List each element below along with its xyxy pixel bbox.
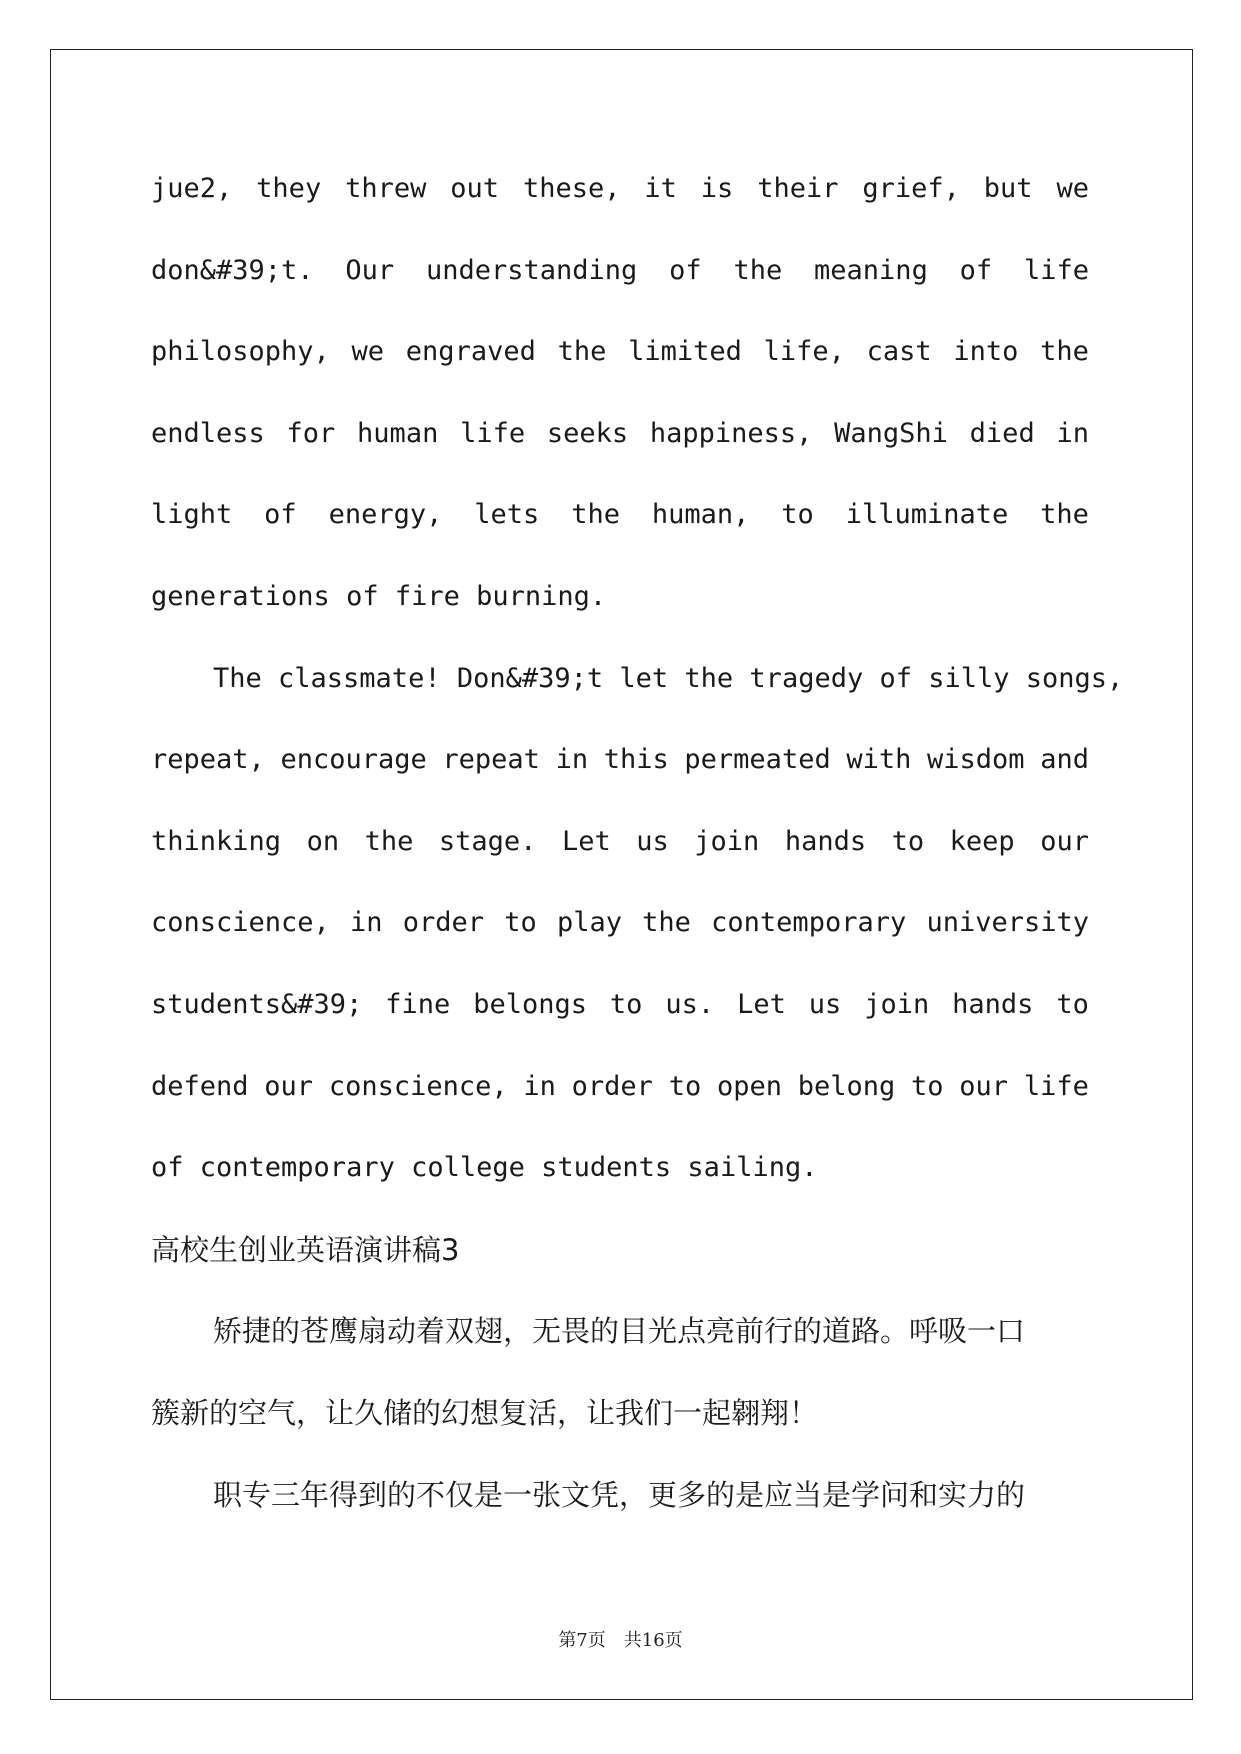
word: defend (151, 1070, 249, 1102)
word: in (350, 907, 383, 939)
word: of (669, 254, 702, 286)
text-line (151, 325, 1089, 407)
text-line (151, 733, 1089, 815)
text-line (151, 407, 1089, 489)
word: they (256, 173, 322, 204)
paragraph-1 (151, 162, 1089, 652)
word: hands (784, 825, 867, 857)
word: to (668, 1070, 702, 1102)
word: the (1040, 336, 1089, 368)
word: is (700, 173, 734, 204)
word: human, (651, 499, 750, 531)
word: the (642, 907, 691, 939)
word: to (891, 825, 925, 857)
text-line (151, 815, 1089, 897)
word: on (306, 825, 340, 857)
word: grief, (862, 173, 960, 204)
word: to (504, 907, 537, 939)
word: fine (385, 988, 451, 1020)
word: life (1023, 1070, 1089, 1102)
word: wisdom (927, 744, 1025, 776)
word: the (571, 499, 620, 531)
word: stage. (438, 825, 537, 857)
word: and (1040, 744, 1089, 776)
page-number-footer: 第7页 共16页 (558, 1630, 683, 1651)
word: we (351, 336, 385, 368)
word: these, (522, 173, 621, 204)
word: our (959, 1070, 1009, 1102)
word: conscience, (328, 1070, 508, 1102)
word: we (1056, 173, 1089, 204)
word: us. (665, 988, 715, 1020)
word: our (1040, 825, 1089, 857)
word: of (264, 499, 297, 531)
word: us (636, 825, 669, 857)
word: thinking (151, 825, 282, 857)
word: died (969, 417, 1035, 449)
word: conscience, (151, 907, 330, 939)
word: join (694, 825, 760, 857)
word: for (286, 417, 336, 449)
word: into (953, 336, 1019, 368)
paragraph-3 (151, 1304, 1089, 1467)
text-line (151, 896, 1089, 978)
word: of (959, 254, 993, 286)
word: repeat, (151, 744, 265, 776)
word: to (911, 1070, 944, 1102)
word: life (460, 417, 526, 449)
word: hands (952, 988, 1034, 1020)
text-line (151, 488, 1089, 570)
word: lets (474, 499, 540, 531)
text-line: 簇新的空气，让久储的幻想复活，让我们一起翱翔！ (151, 1395, 819, 1430)
word: students&#39; (151, 988, 363, 1020)
word: repeat (442, 744, 540, 776)
word: seeks (546, 417, 629, 449)
word: in (555, 744, 589, 776)
word: our (264, 1070, 314, 1102)
word: encourage (280, 744, 427, 776)
word: belong (797, 1070, 896, 1102)
text-line: generations of fire burning. (151, 580, 607, 612)
word: order (571, 1070, 653, 1102)
word: keep (949, 825, 1015, 857)
word: open (716, 1070, 782, 1102)
word: jue2, (151, 173, 233, 204)
text-line: 职专三年得到的不仅是一张文凭，更多的是应当是学问和实力的 (213, 1477, 1026, 1512)
text-line (151, 162, 1089, 244)
word: human (357, 417, 439, 449)
text-line: of contemporary college students sailing. (151, 1152, 818, 1184)
word: in (1056, 417, 1089, 449)
word: permeated (684, 744, 831, 776)
word: to (609, 988, 643, 1020)
word: threw (345, 173, 427, 204)
word: the (364, 825, 414, 857)
word: join (864, 988, 930, 1020)
word: illuminate (845, 499, 1009, 531)
word: life (1023, 254, 1089, 286)
word: cast (866, 336, 932, 368)
word: engraved (405, 336, 536, 368)
word: the (1040, 499, 1089, 531)
word: play (556, 907, 622, 939)
word: philosophy, (151, 336, 330, 368)
word: WangShi (834, 417, 948, 449)
paragraph-4 (151, 1468, 1089, 1550)
word: don&#39;t. (151, 254, 314, 286)
text-line (151, 244, 1089, 326)
section-heading: 高校生创业英语演讲稿3 (151, 1232, 460, 1267)
word: endless (151, 417, 265, 449)
word: to (1056, 988, 1089, 1020)
document-body (151, 162, 1124, 1549)
word: it (644, 173, 677, 204)
word: out (450, 173, 500, 204)
paragraph-2 (151, 652, 1124, 1223)
word: the (733, 254, 783, 286)
word: in (523, 1070, 556, 1102)
word: contemporary (711, 907, 907, 939)
word: life, (763, 336, 845, 368)
word: Let (737, 988, 786, 1020)
word: the (557, 336, 607, 368)
text-line: The classmate! Don&#39;t let the tragedy of silly songs, (213, 662, 1124, 694)
word: with (846, 744, 912, 776)
word: university (926, 907, 1089, 939)
word: Our (345, 254, 395, 286)
word: us (808, 988, 842, 1020)
word: energy, (328, 499, 443, 531)
text-line (151, 978, 1089, 1060)
word: limited (628, 336, 742, 368)
word: light (151, 499, 233, 531)
word: their (757, 173, 839, 204)
word: meaning (814, 254, 928, 286)
word: Let (561, 825, 611, 857)
word: to (781, 499, 814, 531)
text-line: 矫捷的苍鹰扇动着双翅，无畏的目光点亮前行的道路。呼吸一口 (213, 1314, 1026, 1349)
word: this (603, 744, 669, 776)
word: understanding (425, 254, 638, 286)
word: order (402, 907, 485, 939)
text-line (151, 1060, 1089, 1142)
word: happiness, (649, 417, 813, 449)
word: but (983, 173, 1033, 204)
word: belongs (473, 988, 587, 1020)
